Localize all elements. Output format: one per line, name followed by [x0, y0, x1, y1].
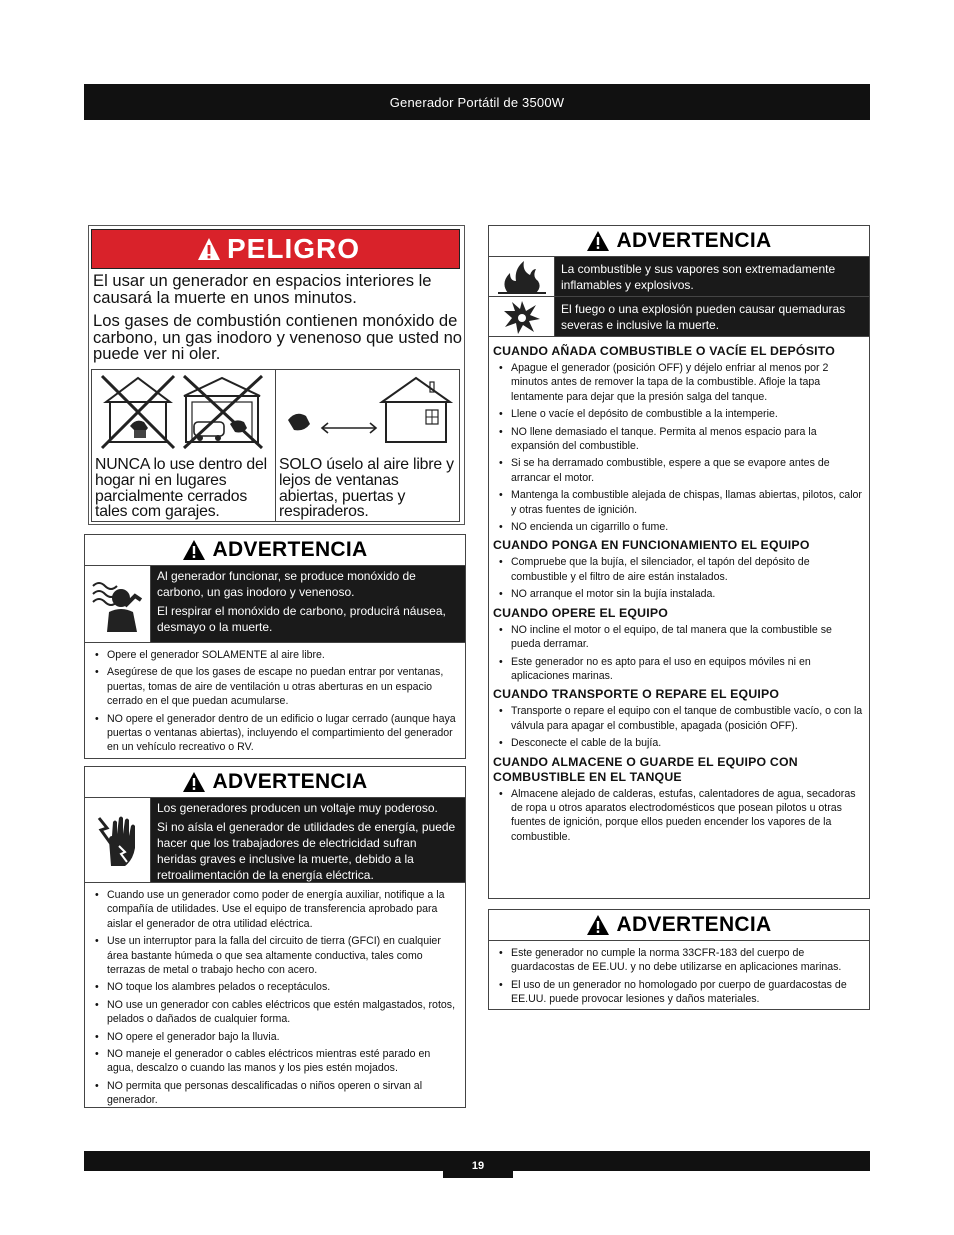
list-item: • NO arranque el motor sin la bujía instalada.: [495, 587, 863, 601]
danger-header: [91, 229, 460, 269]
marine-warning-box: [488, 909, 870, 1010]
list-item: • Cuando use un generador como poder de energía auxiliar, notifique a la compañía de utilidades. Use el equipo de transferencia aprobado para aislar el generador de otra utilidad eléctrica.: [91, 888, 459, 931]
list-item: • NO use un generador con cables eléctricos que estén malgastados, rotos, pelados o dañados de cualquier forma.: [91, 998, 459, 1027]
co-warning-hazard-row: [85, 565, 465, 642]
outdoor-instruction-caption: SOLO úselo al aire libre y lejos de ventanas abiertas, puertas y respiraderos.: [279, 456, 454, 521]
danger-illustration-grid: [91, 369, 460, 522]
list-item: • NO opere el generador bajo la lluvia.: [91, 1030, 459, 1044]
list-item: • Transporte o repare el equipo con el tanque de combustible vacío, o con la válvula para apagar el combustible, apagada (posición OFF).: [495, 704, 863, 733]
list-item: • Desconecte el cable de la bujía.: [495, 736, 863, 750]
warning-triangle-icon: [183, 772, 205, 792]
electric-shock-hand-icon: [93, 810, 143, 870]
fuel-warning-instructions: [489, 336, 869, 844]
co-hazard-text: [151, 566, 465, 642]
section-heading: CUANDO OPERE EL EQUIPO: [493, 605, 668, 620]
outdoor-use-icon: [278, 372, 458, 456]
document-title: Generador Portátil de 3500W: [389, 94, 565, 110]
co-hazard-line: Al generador funcionar, se produce monóxido de carbono, un gas inodoro y venenoso.: [157, 569, 416, 599]
voltage-hazard-line: Los generadores producen un voltaje muy poderoso.: [157, 801, 438, 815]
list-item: • NO incline el motor o el equipo, de tal manera que la combustible se pueda derramar.: [495, 623, 863, 652]
voltage-warning-header: [85, 767, 465, 797]
header-bar: [84, 84, 870, 120]
list-item: • Almacene alejado de calderas, estufas, calentadores de agua, secadoras de ropa u otros aparatos electrodomésticos que posean pilotos u otras fuentes de ignición, porque ellos pueden encender los vapores de la combustible.: [495, 787, 863, 845]
section-heading: CUANDO ALMACENE O GUARDE EL EQUIPO CON COMBUSTIBLE EN EL TANQUE: [493, 754, 798, 784]
section-heading: CUANDO PONGA EN FUNCIONAMIENTO EL EQUIPO: [493, 538, 810, 553]
fumes-person-icon: [89, 576, 147, 632]
explosion-icon: [502, 299, 542, 335]
list-item: • NO toque los alambres pelados o receptáculos.: [91, 980, 459, 994]
voltage-icon-cell: [85, 798, 151, 882]
list-item: • Opere el generador SOLAMENTE al aire libre.: [91, 648, 459, 662]
flammable-hazard-text: La combustible y sus vapores son extremadamente inflamables y explosivos.: [555, 257, 869, 296]
warning-triangle-icon: [587, 915, 609, 935]
voltage-hazard-line: Si no aísla el generador de utilidades de energía, puede hacer que los trabajadores de electricidad sufran heridas graves e inclusive la muerte, debido a la retroalimentación de la energía eléctrica.: [157, 820, 456, 882]
list-item: • Este generador no cumple la norma 33CFR-183 del cuerpo de guardacostas de EE.UU. y no debe utilizarse en aplicaciones marinas.: [495, 946, 863, 975]
indoor-prohibited-panel: [92, 370, 276, 521]
no-indoor-use-icon: [94, 372, 274, 456]
outdoor-allowed-panel: [276, 370, 459, 521]
list-item: • Este generador no es apto para el uso en equipos móviles ni en aplicaciones marinas.: [495, 655, 863, 684]
section-heading: CUANDO AÑADA COMBUSTIBLE O VACÍE EL DEPÓSITO: [493, 344, 835, 358]
co-icon-cell: [85, 566, 151, 642]
explosion-hazard-row: [489, 296, 869, 336]
list-item: • NO opere el generador dentro de un edificio o lugar cerrado (aunque haya puertas o ventanas abiertas), incluyendo el compartimiento del generador en un vehículo recreativo o RV.: [91, 712, 459, 755]
warning-triangle-icon: [197, 237, 221, 261]
fuel-warning-title: ADVERTENCIA: [616, 229, 772, 252]
list-item: • Compruebe que la bujía, el silenciador, el tapón del depósito de combustible y el filtro de aire están instalados.: [495, 555, 863, 584]
section-heading: CUANDO TRANSPORTE O REPARE EL EQUIPO: [493, 687, 780, 702]
co-warning-instructions: [85, 642, 465, 762]
voltage-warning-instructions: [85, 882, 465, 1115]
co-warning-title: ADVERTENCIA: [212, 538, 368, 561]
fuel-warning-box: [488, 225, 870, 899]
co-hazard-line: El respirar el monóxido de carbono, producirá náusea, desmayo o la muerte.: [157, 604, 446, 634]
flame-icon-cell: [489, 257, 555, 296]
voltage-warning-title: ADVERTENCIA: [212, 770, 368, 793]
flame-icon: [494, 259, 550, 295]
danger-title: PELIGRO: [227, 233, 361, 264]
voltage-warning-box: [84, 766, 466, 1108]
explosion-icon-cell: [489, 297, 555, 336]
marine-warning-title: ADVERTENCIA: [616, 913, 772, 936]
list-item: • Mantenga la combustible alejada de chispas, llamas abiertas, pilotos, calor y otras fuentes de ignición.: [495, 488, 863, 517]
voltage-hazard-row: [85, 797, 465, 882]
warning-triangle-icon: [587, 231, 609, 251]
explosion-hazard-text: El fuego o una explosión pueden causar quemaduras severas e inclusive la muerte.: [555, 297, 869, 336]
page-number: 19: [443, 1154, 513, 1178]
flammable-hazard-row: [489, 256, 869, 296]
marine-warning-header: [489, 910, 869, 940]
danger-text-2: Los gases de combustión contienen monóxido de carbono, un gas inodoro y venenoso que usted no puede ver ni oler.: [93, 311, 463, 364]
voltage-hazard-text: [151, 798, 465, 882]
list-item: • El uso de un generador no homologado por cuerpo de guardacostas de EE.UU. puede provocar lesiones y daños materiales.: [495, 978, 863, 1007]
danger-box: [88, 225, 465, 525]
list-item: • Use un interruptor para la falla del circuito de tierra (GFCI) en cualquier área bastante húmeda o que sea altamente conductiva, tales como terrazas de metal o trabajo hecho con acero.: [91, 934, 459, 977]
danger-text: [93, 273, 463, 370]
co-warning-box: [84, 534, 466, 759]
marine-warning-instructions: [489, 940, 869, 1014]
list-item: • Llene o vacíe el depósito de combustible a la intemperie.: [495, 407, 863, 421]
list-item: • NO permita que personas descalificadas o niños operen o sirvan al generador.: [91, 1079, 459, 1108]
indoor-warning-caption: NUNCA lo use dentro del hogar ni en lugares parcialmente cerrados tales com garajes.: [95, 456, 267, 521]
list-item: • Apague el generador (posición OFF) y déjelo enfriar al menos por 2 minutos antes de remover la tapa de la combustible. Afloje la tapa lentamente para dejar que la presión salga del tanque.: [495, 361, 863, 404]
fuel-warning-header: [489, 226, 869, 256]
list-item: • Asegúrese de que los gases de escape no puedan entrar por ventanas, puertas, tomas de aire de ventilación u otras aberturas en un espacio cerrado en el que puedan acumularse.: [91, 665, 459, 708]
danger-text-1: El usar un generador en espacios interiores le causará la muerte en unos minutos.: [93, 271, 432, 307]
co-warning-header: [85, 535, 465, 565]
list-item: • Si se ha derramado combustible, espere a que se evapore antes de arrancar el motor.: [495, 456, 863, 485]
list-item: • NO encienda un cigarrillo o fume.: [495, 520, 863, 534]
warning-triangle-icon: [183, 540, 205, 560]
list-item: • NO maneje el generador o cables eléctricos mientras esté parado en agua, descalzo o cuando las manos y los pies estén mojados.: [91, 1047, 459, 1076]
list-item: • NO llene demasiado el tanque. Permita al menos espacio para la expansión del combustible.: [495, 425, 863, 454]
